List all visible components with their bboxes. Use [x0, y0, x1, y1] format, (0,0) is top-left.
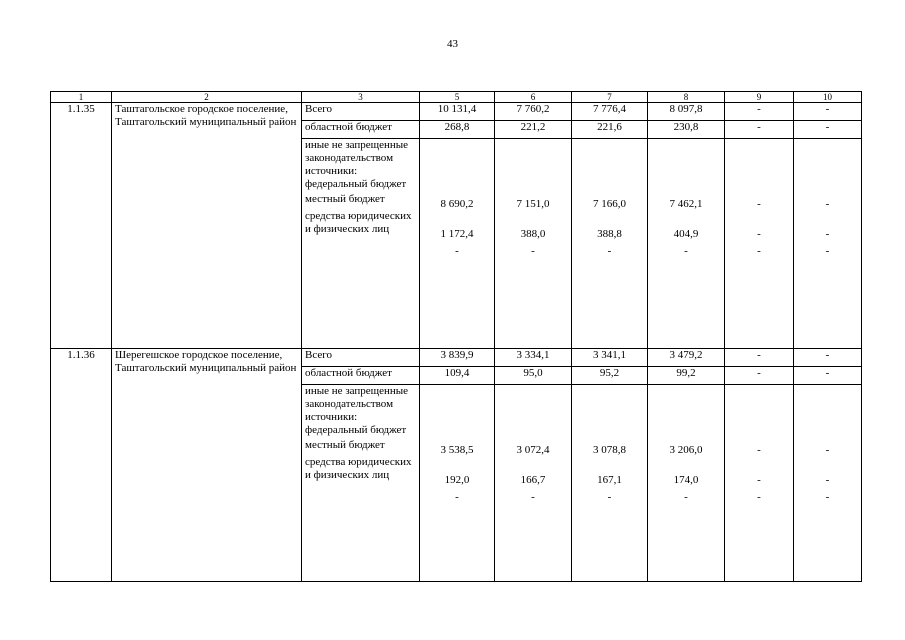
value-group: 3 078,8 167,1 -	[572, 385, 648, 582]
value-cell: 10 131,4	[420, 103, 495, 121]
column-number: 8	[648, 92, 725, 103]
source-label: средства юридических и физических лиц	[305, 210, 412, 235]
source-label: областной бюджет	[302, 367, 420, 385]
value-group: - - -	[794, 139, 862, 349]
value-cell: -	[794, 349, 862, 367]
column-number: 7	[572, 92, 648, 103]
value-cell: 221,6	[572, 121, 648, 139]
value-cell: 3 479,2	[648, 349, 725, 367]
value-cell: -	[725, 103, 794, 121]
value-cell: 3 839,9	[420, 349, 495, 367]
budget-table	[50, 91, 862, 582]
municipality-name: Шерегешское городское поселение, Таштагольский муниципальный район	[112, 349, 302, 582]
value-cell: 109,4	[420, 367, 495, 385]
municipality-name: Таштагольское городское поселение, Таштагольский муниципальный район	[112, 103, 302, 349]
value-group: 3 538,5 192,0 -	[420, 385, 495, 582]
value-cell: -	[794, 121, 862, 139]
page-number: 43	[447, 38, 458, 50]
column-number: 9	[725, 92, 794, 103]
value-cell: -	[725, 121, 794, 139]
value-cell: -	[725, 367, 794, 385]
value-group: - - -	[725, 385, 794, 582]
column-number: 3	[302, 92, 420, 103]
value-group: 8 690,2 1 172,4 -	[420, 139, 495, 349]
value-group: 3 072,4 166,7 -	[495, 385, 572, 582]
value-cell: 99,2	[648, 367, 725, 385]
value-cell: 268,8	[420, 121, 495, 139]
source-label: местный бюджет	[305, 193, 385, 205]
value-cell: 7 760,2	[495, 103, 572, 121]
item-code: 1.1.36	[51, 349, 112, 582]
source-label: федеральный бюджет	[305, 424, 407, 436]
other-sources-label: иные не запрещенные законодательством источники:	[305, 139, 409, 177]
column-number-row	[51, 92, 862, 103]
source-group	[302, 385, 420, 582]
source-label: областной бюджет	[302, 121, 420, 139]
table-row	[51, 349, 862, 367]
value-group: 7 166,0 388,8 -	[572, 139, 648, 349]
value-cell: -	[794, 367, 862, 385]
value-group: - - -	[725, 139, 794, 349]
column-number: 2	[112, 92, 302, 103]
source-label: средства юридических и физических лиц	[305, 456, 412, 481]
value-group: 7 462,1 404,9 -	[648, 139, 725, 349]
value-cell: 95,2	[572, 367, 648, 385]
value-cell: -	[794, 103, 862, 121]
value-cell: 8 097,8	[648, 103, 725, 121]
item-code: 1.1.35	[51, 103, 112, 349]
source-label: Всего	[302, 349, 420, 367]
other-sources-label: иные не запрещенные законодательством источники:	[305, 385, 409, 423]
value-cell: 95,0	[495, 367, 572, 385]
column-number: 6	[495, 92, 572, 103]
value-group: 3 206,0 174,0 -	[648, 385, 725, 582]
value-cell: 3 341,1	[572, 349, 648, 367]
value-cell: 221,2	[495, 121, 572, 139]
column-number: 5	[420, 92, 495, 103]
source-label: местный бюджет	[305, 439, 385, 451]
column-number: 10	[794, 92, 862, 103]
column-number: 1	[51, 92, 112, 103]
value-cell: 3 334,1	[495, 349, 572, 367]
source-label: Всего	[302, 103, 420, 121]
table-row	[51, 103, 862, 121]
value-group: - - -	[794, 385, 862, 582]
value-cell: -	[725, 349, 794, 367]
source-label: федеральный бюджет	[305, 178, 407, 190]
value-group: 7 151,0 388,0 -	[495, 139, 572, 349]
value-cell: 7 776,4	[572, 103, 648, 121]
source-group	[302, 139, 420, 349]
value-cell: 230,8	[648, 121, 725, 139]
